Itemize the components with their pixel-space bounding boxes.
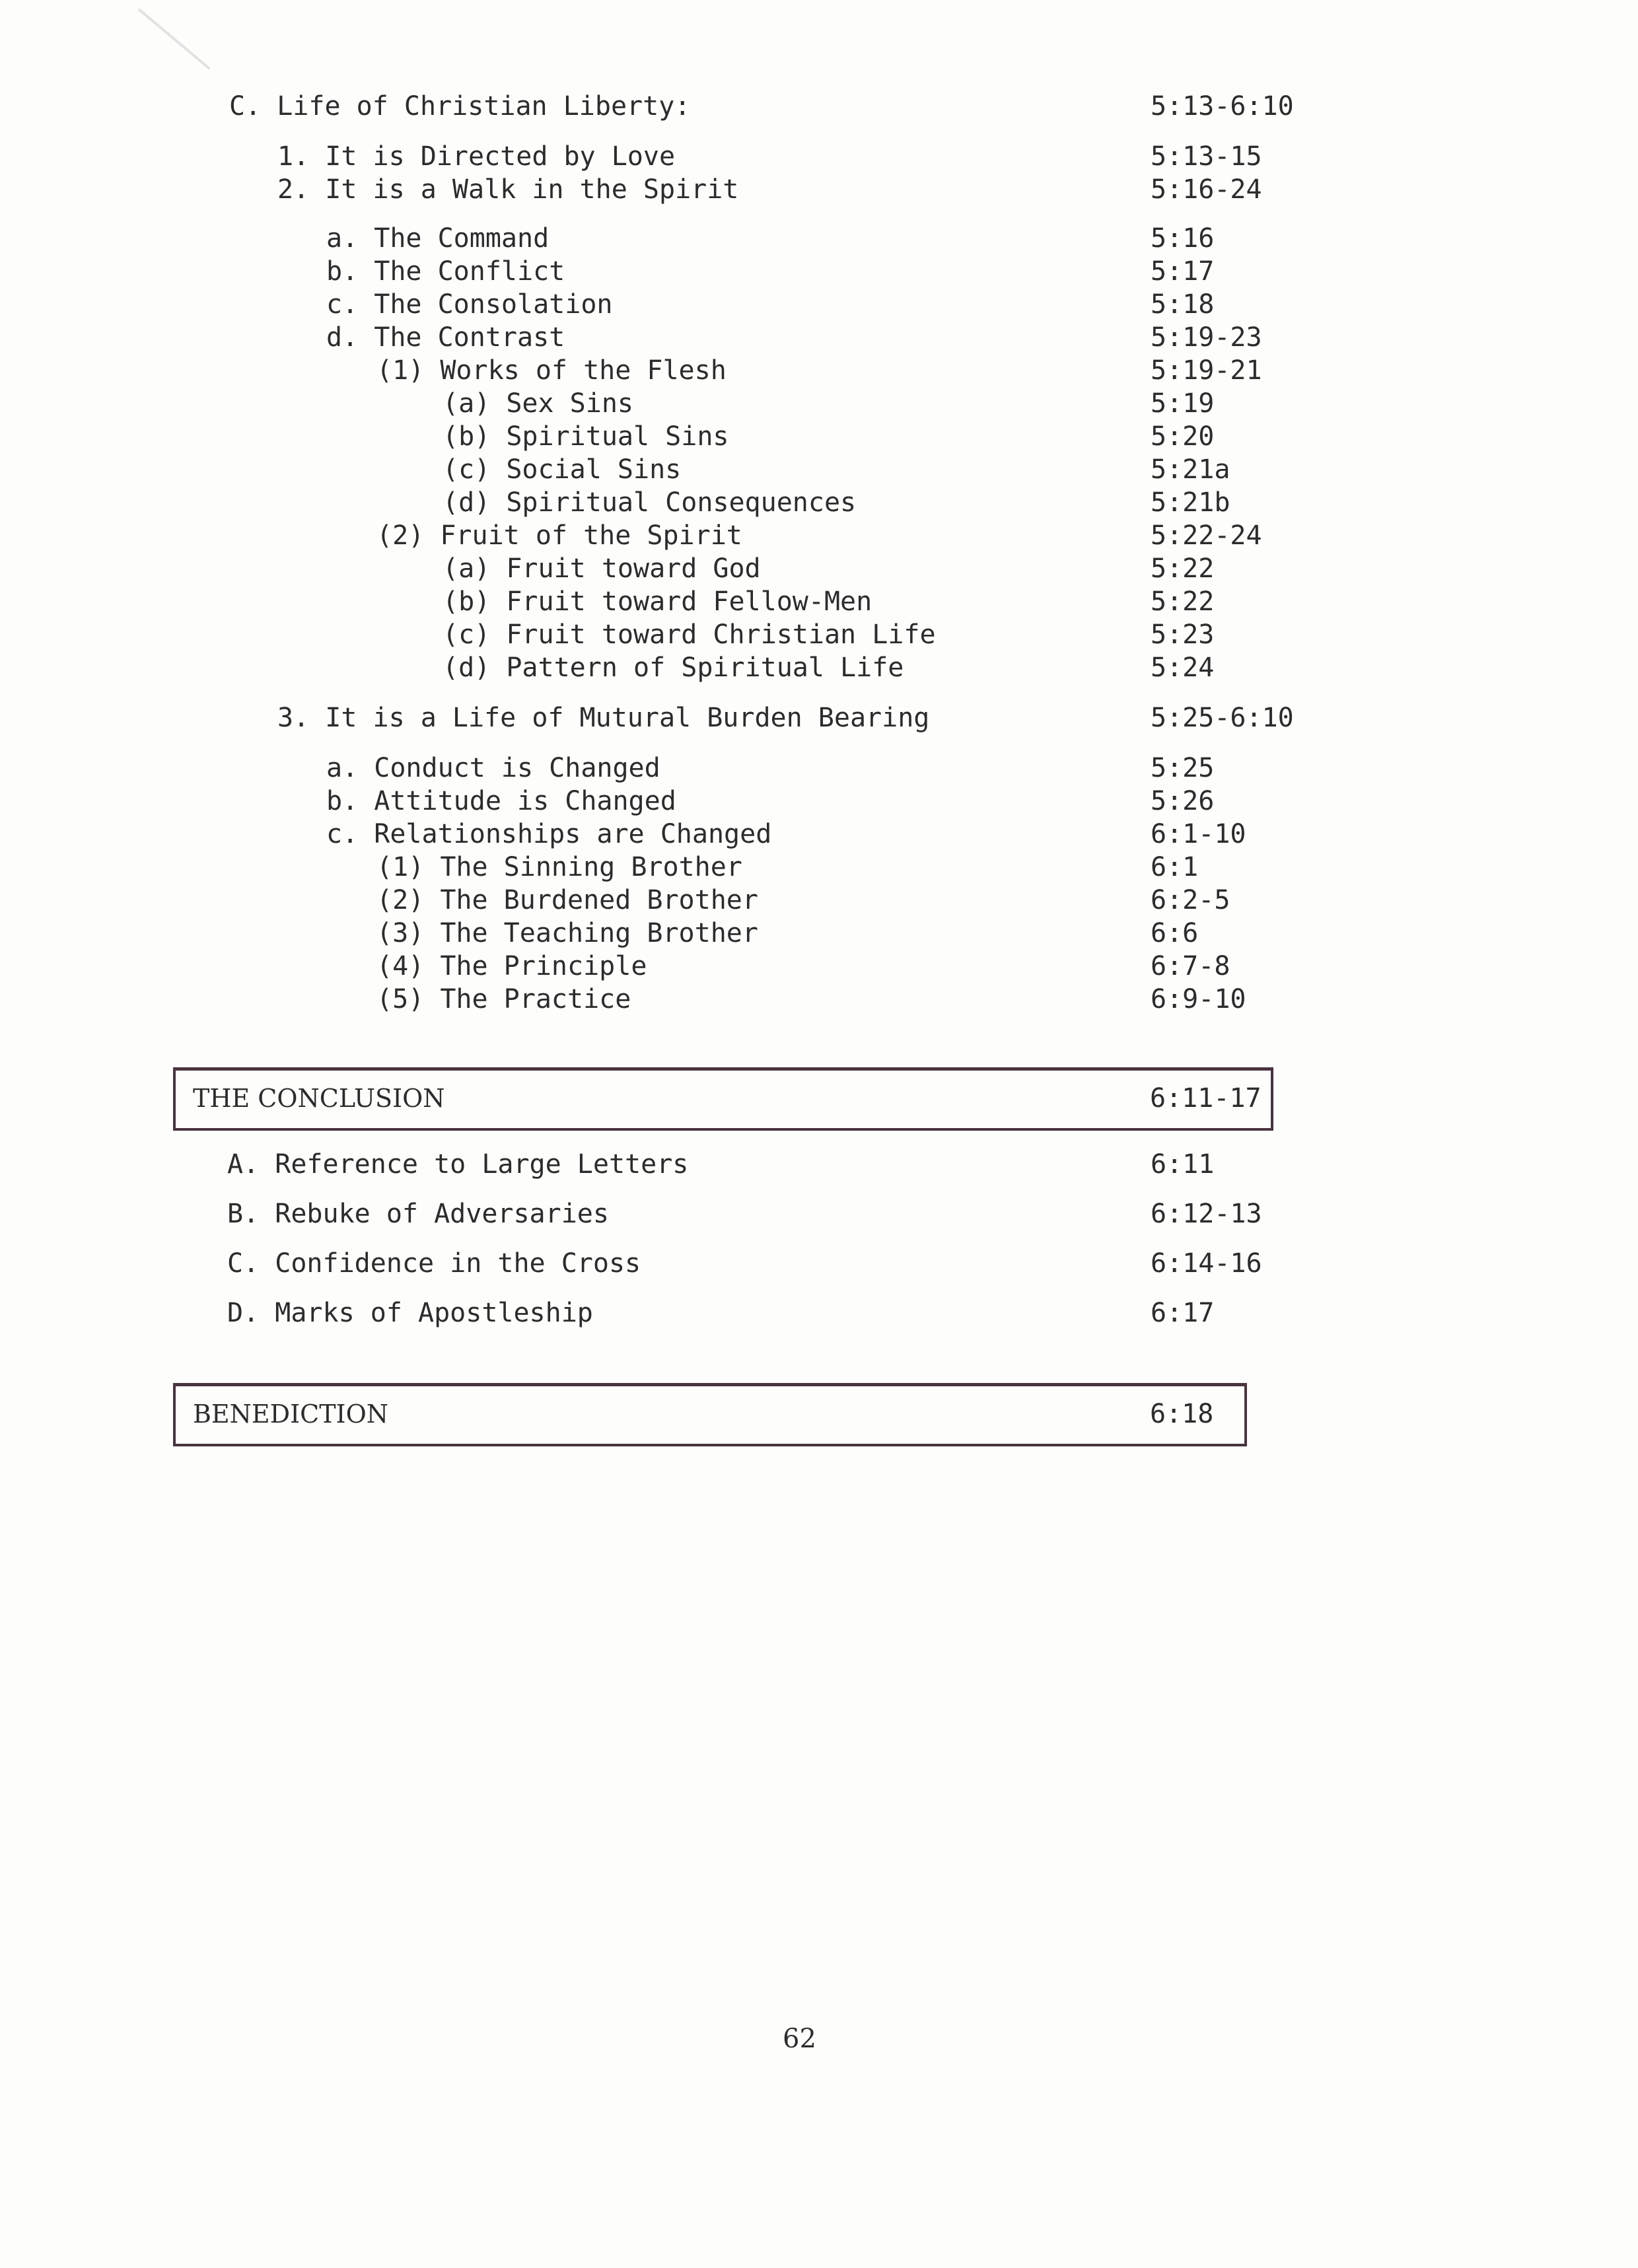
outline-item: (c) Fruit toward Christian Life [443, 620, 936, 650]
outline-item: (d) Pattern of Spiritual Life [443, 653, 904, 683]
outline-item: (2) The Burdened Brother [376, 885, 758, 915]
outline-item: (5) The Practice [376, 984, 631, 1014]
section-c-ref: 5:13-6:10 [1151, 91, 1294, 122]
outline-item: (2) Fruit of the Spirit [376, 520, 742, 551]
conclusion-item-ref: 6:12-13 [1151, 1199, 1262, 1229]
outline-ref: 5:25-6:10 [1151, 703, 1294, 733]
outline-item: b. The Conflict [326, 256, 565, 287]
conclusion-title: THE CONCLUSION [193, 1084, 445, 1113]
outline-item: (a) Fruit toward God [443, 553, 761, 584]
conclusion-item: C. Confidence in the Cross [227, 1248, 641, 1279]
outline-item: 2. It is a Walk in the Spirit [277, 174, 739, 205]
outline-item: a. The Command [326, 223, 550, 254]
outline-ref: 5:21a [1151, 454, 1230, 485]
outline-item: c. The Consolation [326, 289, 613, 320]
conclusion-item: B. Rebuke of Adversaries [227, 1199, 609, 1229]
benediction-title: BENEDICTION [193, 1400, 388, 1429]
outline-item: (1) Works of the Flesh [376, 355, 727, 386]
outline-ref: 6:2-5 [1151, 885, 1230, 915]
outline-item: b. Attitude is Changed [326, 786, 676, 816]
conclusion-item-ref: 6:11 [1151, 1149, 1215, 1180]
benediction-header-box [173, 1383, 1247, 1446]
outline-ref: 5:25 [1151, 753, 1215, 783]
conclusion-header-box [173, 1067, 1273, 1131]
outline-ref: 5:16 [1151, 223, 1215, 254]
outline-item: (3) The Teaching Brother [376, 918, 758, 948]
outline-ref: 6:1-10 [1151, 819, 1246, 849]
outline-item: d. The Contrast [326, 322, 565, 353]
outline-item: a. Conduct is Changed [326, 753, 660, 783]
outline-ref: 6:1 [1151, 852, 1199, 882]
conclusion-item: D. Marks of Apostleship [227, 1298, 593, 1328]
outline-ref: 6:9-10 [1151, 984, 1246, 1014]
outline-ref: 5:17 [1151, 256, 1215, 287]
section-c-heading: C. Life of Christian Liberty: [229, 91, 691, 122]
page-number: 62 [783, 2024, 816, 2054]
outline-item: 1. It is Directed by Love [277, 141, 676, 172]
outline-ref: 5:19-21 [1151, 355, 1262, 386]
outline-item: 3. It is a Life of Mutural Burden Bearing [277, 703, 930, 733]
conclusion-item: A. Reference to Large Letters [227, 1149, 689, 1180]
scan-mark [138, 8, 211, 69]
outline-ref: 5:16-24 [1151, 174, 1262, 205]
outline-ref: 5:22-24 [1151, 520, 1262, 551]
outline-item: (c) Social Sins [443, 454, 682, 485]
benediction-ref: 6:18 [1150, 1399, 1214, 1429]
outline-ref: 6:7-8 [1151, 951, 1230, 981]
outline-ref: 5:26 [1151, 786, 1215, 816]
outline-item: (4) The Principle [376, 951, 647, 981]
outline-ref: 5:19 [1151, 388, 1215, 419]
conclusion-item-ref: 6:14-16 [1151, 1248, 1262, 1279]
outline-ref: 5:20 [1151, 421, 1215, 452]
outline-item: c. Relationships are Changed [326, 819, 772, 849]
conclusion-ref: 6:11-17 [1150, 1083, 1262, 1114]
outline-item: (1) The Sinning Brother [376, 852, 742, 882]
outline-ref: 5:19-23 [1151, 322, 1262, 353]
outline-ref: 5:21b [1151, 487, 1230, 518]
outline-ref: 5:24 [1151, 653, 1215, 683]
outline-ref: 5:22 [1151, 553, 1215, 584]
outline-item: (b) Fruit toward Fellow-Men [443, 586, 872, 617]
outline-ref: 5:18 [1151, 289, 1215, 320]
outline-ref: 5:22 [1151, 586, 1215, 617]
outline-ref: 6:6 [1151, 918, 1199, 948]
outline-item: (d) Spiritual Consequences [443, 487, 857, 518]
outline-ref: 5:13-15 [1151, 141, 1262, 172]
outline-ref: 5:23 [1151, 620, 1215, 650]
conclusion-item-ref: 6:17 [1151, 1298, 1215, 1328]
outline-item: (b) Spiritual Sins [443, 421, 729, 452]
outline-item: (a) Sex Sins [443, 388, 633, 419]
